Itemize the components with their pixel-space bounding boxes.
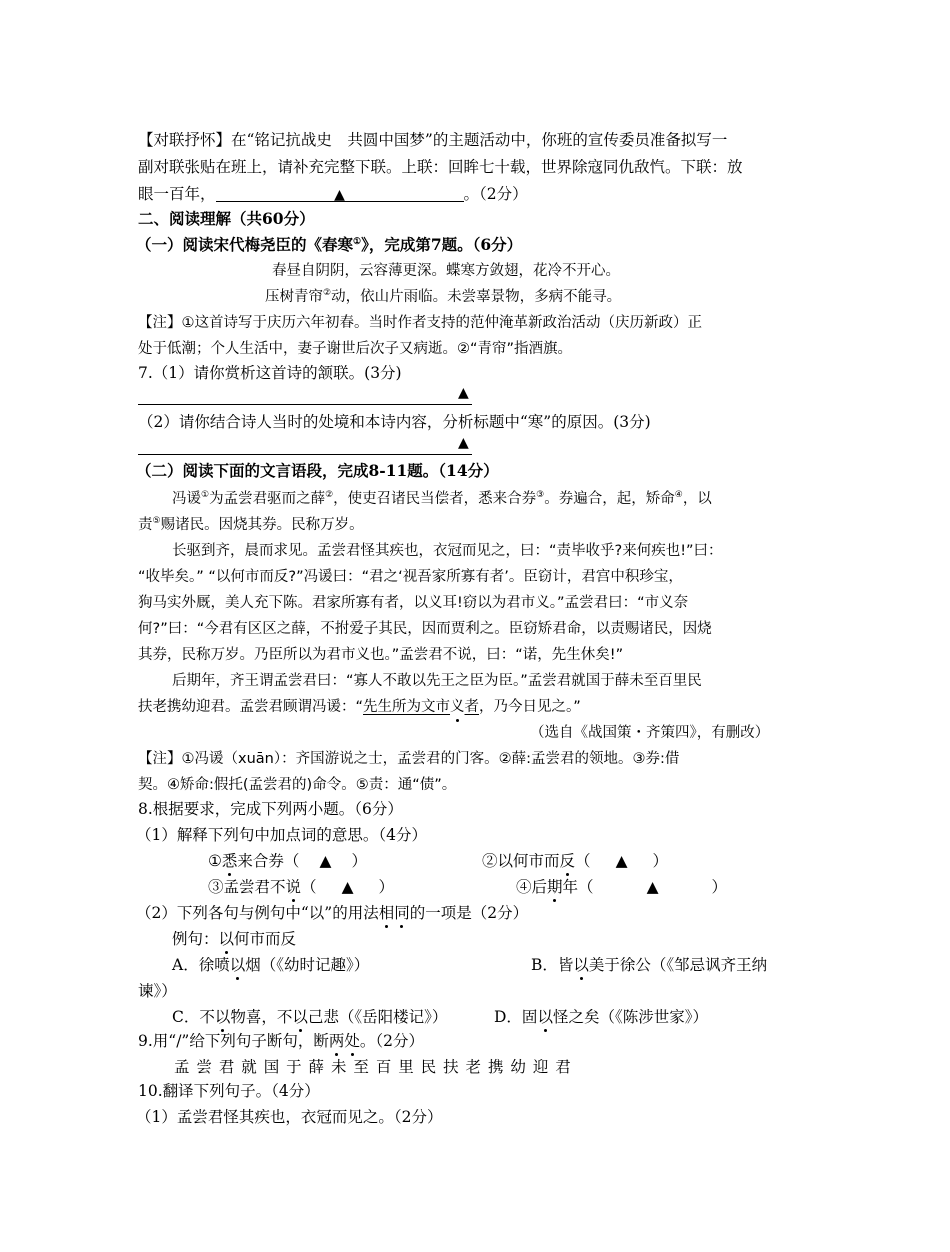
question-8-title: 8.根据要求，完成下列两小题。（6分） bbox=[138, 800, 403, 818]
prose-p2-line-4: 何?”曰：“今君有区区之薛，不拊爱子其民，因而贾利之。臣窃矫君命，以责赐诸民，因烧 bbox=[138, 621, 712, 637]
dotted-word: 说 bbox=[285, 878, 302, 896]
answer-mark-triangle-icon[interactable]: ▲ bbox=[615, 852, 628, 870]
option-d[interactable] bbox=[494, 1006, 794, 1028]
item-text: 美于徐公（《邹忌讽齐王纳 bbox=[588, 956, 768, 974]
item-text: ③孟尝君不 bbox=[208, 878, 286, 896]
couplet-question-line-1: 【对联抒怀】在“铭记抗战史 共圆中国梦”的主题活动中，你班的宣传委员准备拟写一 bbox=[138, 131, 728, 149]
prose-text: 冯谖 bbox=[172, 491, 201, 507]
question-9-sentence[interactable]: 孟 尝 君 就 国 于 薛 未 至 百 里 民 扶 老 携 幼 迎 君 bbox=[174, 1058, 572, 1076]
item-text: D．固 bbox=[494, 1008, 538, 1026]
prose-note-line-2: 契。④矫命:假托(孟尝君的)命令。⑤责：通“债”。 bbox=[138, 777, 457, 793]
question-8-2 bbox=[136, 902, 816, 924]
question-8-item-3 bbox=[208, 876, 448, 898]
prose-p2-line-3: 狗马实外厩，美人充下陈。君家所寡有者，以义耳!窃以为君市义。”孟尝君曰：“市义奈 bbox=[138, 595, 689, 611]
item-text: 烟（《幼时记趣》） bbox=[245, 956, 370, 974]
dotted-word: 义 bbox=[450, 696, 465, 718]
couplet-prefix: 眼一百年， bbox=[138, 185, 216, 203]
prose-text: 为孟尝君驱而之薛 bbox=[209, 491, 326, 507]
poem-verse-2 bbox=[265, 286, 945, 308]
item-text: 何市而反 bbox=[234, 930, 297, 948]
item-text: ） bbox=[378, 878, 395, 896]
poem-note-line-2: 处于低潮；个人生活中，妻子谢世后次子又病逝。②“青帘”指酒旗。 bbox=[138, 341, 573, 357]
dotted-word: 悉 bbox=[221, 852, 238, 870]
item-text: ②以何市而 bbox=[482, 852, 560, 870]
item-text: C．不 bbox=[172, 1008, 215, 1026]
prose-source: （选自《战国策・齐策四》，有删改） bbox=[530, 725, 770, 741]
poem-verse-2-note-mark: ② bbox=[323, 288, 332, 299]
item-text: 年（ bbox=[562, 878, 594, 896]
dotted-word: 反 bbox=[559, 852, 576, 870]
poem-heading-text-b: 》，完成第7题。（6分） bbox=[361, 235, 523, 254]
underlined-text: 先生所为文市 bbox=[363, 699, 451, 715]
dotted-word: 同 bbox=[394, 904, 410, 922]
underlined-sentence bbox=[363, 699, 479, 715]
prose-text: 扶老携幼迎君。孟尝君顾谓冯谖：“ bbox=[138, 699, 364, 715]
prose-p1-line-1 bbox=[172, 488, 852, 510]
item-text: （2）下列各句与例句中“以”的用法 bbox=[136, 904, 379, 922]
couplet-suffix: 。（2分） bbox=[463, 185, 528, 203]
item-text: ① bbox=[208, 852, 222, 870]
item-text: （ bbox=[575, 852, 591, 870]
dotted-word: 以 bbox=[537, 1008, 553, 1026]
item-text: 的一项是（2分） bbox=[409, 904, 529, 922]
prose-note-line-1: 【注】①冯谖（xuān）：齐国游说之士，孟尝君的门客。②薛:孟尝君的领地。③券:借 bbox=[138, 751, 680, 767]
item-text: A．徐喷 bbox=[172, 956, 230, 974]
note-mark: ③ bbox=[536, 490, 545, 501]
answer-line-7-1[interactable] bbox=[138, 404, 472, 405]
dotted-word: 相 bbox=[378, 904, 395, 922]
prose-text: 赐诸民。因烧其券。民称万岁。 bbox=[160, 517, 364, 533]
question-10-title: 10.翻译下列句子。（4分） bbox=[138, 1082, 320, 1100]
option-a[interactable] bbox=[172, 954, 472, 976]
item-text: 9.用“/”给下列句子断句，断 bbox=[138, 1032, 329, 1050]
poem-verse-1: 春昼自阴阴，云容薄更深。蝶寒方敛翅，花冷不开心。 bbox=[272, 263, 620, 279]
poem-heading-note-mark: ① bbox=[353, 236, 362, 247]
item-text: ） bbox=[652, 852, 669, 870]
prose-p3-line-2 bbox=[138, 696, 818, 718]
dotted-word: 期 bbox=[547, 878, 563, 896]
prose-text: 责 bbox=[138, 517, 153, 533]
dotted-word: 以 bbox=[573, 956, 589, 974]
prose-p2-line-5: 其券，民称万岁。乃臣所以为君市义也。”孟尝君不说，曰：“诺，先生休矣!” bbox=[138, 647, 624, 663]
answer-mark-triangle-icon[interactable]: ▲ bbox=[341, 878, 354, 896]
answer-mark-triangle-icon: ▲ bbox=[458, 435, 469, 451]
option-c[interactable] bbox=[172, 1006, 502, 1028]
answer-mark-triangle-icon: ▲ bbox=[334, 187, 345, 203]
question-8-1: （1）解释下列句中加点词的意思。（4分） bbox=[136, 826, 427, 844]
couplet-question-line-2: 副对联张贴在班上，请补充完整下联。上联：回眸七十载，世界除寇同仇敌忾。下联：放 bbox=[138, 158, 743, 176]
item-text: ） bbox=[711, 878, 728, 896]
option-b-continued: 谏》） bbox=[138, 982, 177, 1000]
dotted-word: 以 bbox=[218, 930, 235, 948]
question-8-item-2 bbox=[482, 850, 722, 872]
couplet-question-line-3 bbox=[138, 183, 818, 205]
answer-mark-triangle-icon[interactable]: ▲ bbox=[319, 852, 332, 870]
couplet-answer-blank[interactable] bbox=[216, 183, 464, 202]
note-mark: ⑤ bbox=[152, 516, 161, 527]
item-text: 物喜，不 bbox=[230, 1008, 293, 1026]
note-mark: ② bbox=[325, 490, 334, 501]
poem-verse-2-b: 动，依山片雨临。未尝辜景物，多病不能寻。 bbox=[331, 289, 622, 305]
item-text: ④后 bbox=[516, 878, 548, 896]
dotted-word: 以 bbox=[292, 1008, 308, 1026]
question-9-title bbox=[138, 1030, 818, 1052]
item-text: 来合券（ bbox=[237, 852, 300, 870]
poem-part-heading bbox=[136, 234, 816, 256]
poem-heading-text-a: （一）阅读宋代梅尧臣的《春寒 bbox=[136, 235, 354, 254]
underlined-text: 者 bbox=[464, 699, 480, 715]
question-10-1: （1）孟尝君怪其疾也，衣冠而见之。（2分） bbox=[136, 1108, 443, 1126]
item-text: （ bbox=[301, 878, 317, 896]
question-7-2: （2）请你结合诗人当时的处境和本诗内容，分析标题中“寒”的原因。(3分) bbox=[138, 413, 651, 431]
question-8-item-1 bbox=[208, 850, 448, 872]
item-text: 己悲（《岳阳楼记》） bbox=[307, 1008, 448, 1026]
prose-p1-line-2 bbox=[138, 514, 818, 536]
prose-p2-line-2: “收毕矣。” “以何市而反?”冯谖曰：“君之‘视吾家所寡有者’。臣窃计，君宫中积珍宝， bbox=[138, 569, 683, 585]
note-mark: ① bbox=[201, 490, 210, 501]
note-mark: ④ bbox=[674, 490, 683, 501]
prose-p2-line-1: 长驱到齐，晨而求见。孟尝君怪其疾也，衣冠而见之，曰：“责毕收乎?来何疾也!”曰： bbox=[172, 543, 723, 559]
prose-text: ，使吏召诸民当偿者，悉来合券 bbox=[333, 491, 537, 507]
item-text: 例句： bbox=[172, 930, 219, 948]
item-text: B．皆 bbox=[531, 956, 574, 974]
question-8-item-4 bbox=[516, 876, 756, 898]
prose-part-heading: （二）阅读下面的文言语段，完成8-11题。（14分） bbox=[136, 461, 499, 480]
dotted-word: 以 bbox=[229, 956, 246, 974]
item-text: ） bbox=[351, 852, 367, 870]
poem-verse-2-a: 压树青帘 bbox=[265, 289, 323, 305]
prose-text: ，以 bbox=[682, 491, 712, 507]
dotted-word: 两 bbox=[328, 1032, 345, 1050]
prose-p3-line-1: 后期年，齐王谓孟尝君曰：“寡人不敢以先王之臣为臣。”孟尝君就国于薛未至百里民 bbox=[172, 673, 702, 689]
option-b[interactable] bbox=[531, 954, 821, 976]
poem-note-line-1: 【注】①这首诗写于庆历六年初春。当时作者支持的范仲淹革新政治活动（庆历新政）正 bbox=[138, 315, 702, 331]
prose-text: ，乃今日见之。” bbox=[479, 699, 581, 715]
answer-mark-triangle-icon[interactable]: ▲ bbox=[646, 878, 659, 896]
prose-text: 。券遍合，起，矫命 bbox=[544, 491, 675, 507]
section-2-title: 二、阅读理解（共60分） bbox=[138, 209, 315, 228]
item-text: 怪之矣（《陈涉世家》） bbox=[552, 1008, 708, 1026]
dotted-word: 以 bbox=[214, 1008, 231, 1026]
question-8-example bbox=[172, 928, 852, 950]
dotted-word: 处 bbox=[344, 1032, 360, 1050]
answer-mark-triangle-icon: ▲ bbox=[458, 385, 469, 401]
answer-line-7-2[interactable] bbox=[138, 454, 472, 455]
item-text: 。（2分） bbox=[359, 1032, 425, 1050]
question-7-1: 7.（1）请你赏析这首诗的颔联。(3分) bbox=[138, 364, 402, 382]
